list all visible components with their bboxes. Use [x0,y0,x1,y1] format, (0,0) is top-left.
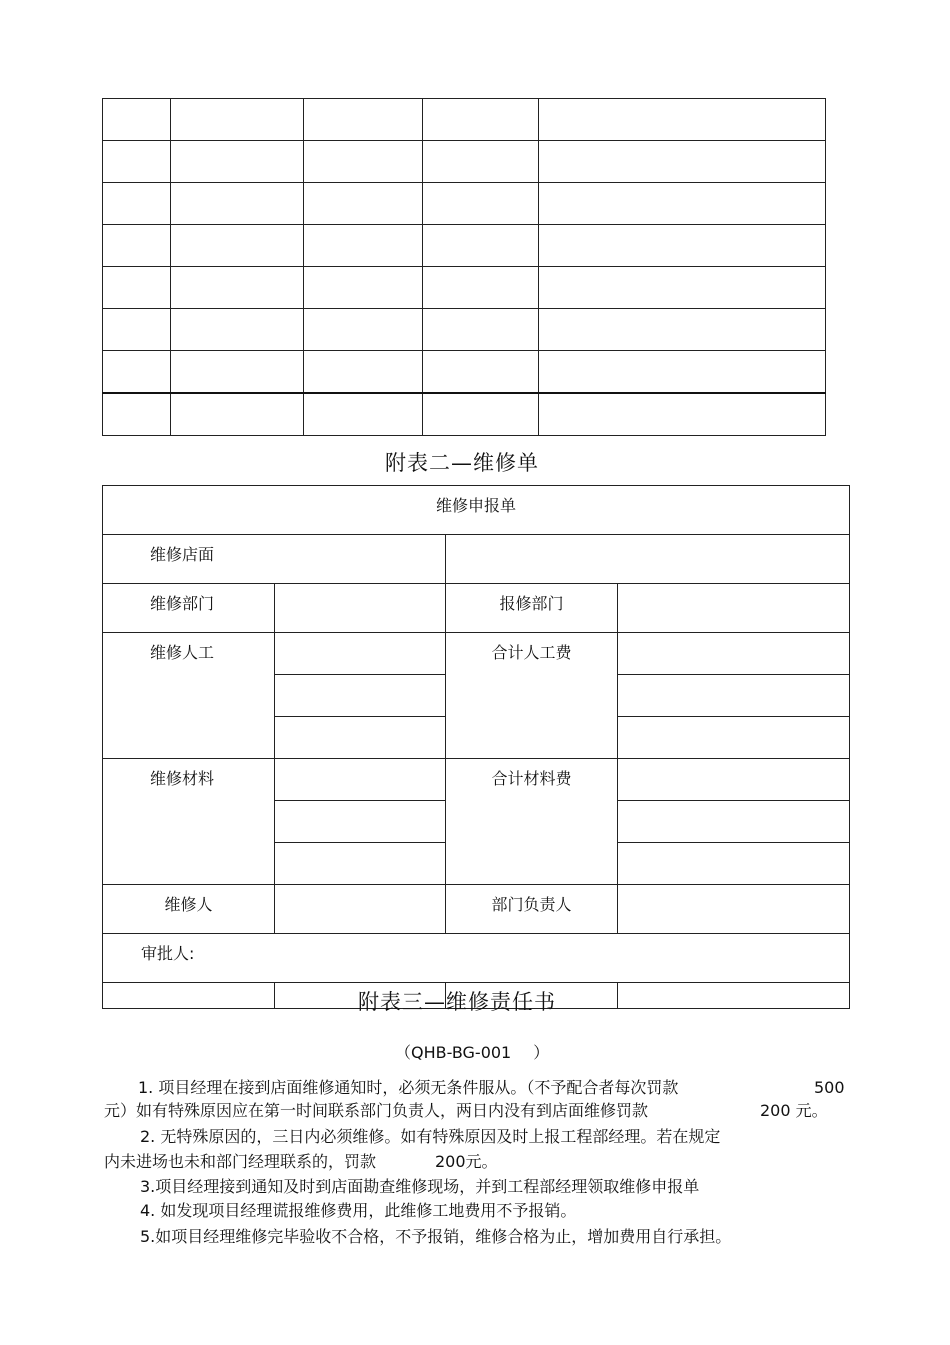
table-row [103,99,826,141]
repairer-field[interactable] [275,885,446,934]
approver-label: 审批人: [103,934,850,983]
labor-total-label: 合计人工费 [446,633,618,759]
form-row-material [103,759,850,801]
clause-1-amount-2: 200 元。 [760,1101,828,1120]
labor-field[interactable] [275,675,446,717]
blank-cell[interactable] [618,983,850,1009]
labor-field[interactable] [275,633,446,675]
repairer-label: 维修人 [103,885,275,934]
report-dept-label: 报修部门 [446,584,618,633]
material-total-label: 合计材料费 [446,759,618,885]
clause-1-line-2: 元）如有特殊原因应在第一时间联系部门负责人，两日内没有到店面维修罚款 [104,1101,649,1120]
code-open-paren: （ [395,1043,412,1062]
material-total-field[interactable] [618,843,850,885]
doc-code-value: QHB-BG-001 [411,1043,512,1062]
dept-label: 维修部门 [103,584,275,633]
labor-field[interactable] [275,717,446,759]
table3-title: 附表三—维修责任书 [358,990,556,1014]
doc-code [395,1040,549,1063]
form-row-store [103,535,850,584]
clause-3: 3.项目经理接到通知及时到店面勘查维修现场，并到工程部经理领取维修申报单 [140,1177,700,1196]
clause-1-amount-1: 500 [814,1078,845,1097]
form-row-dept [103,584,850,633]
store-label: 维修店面 [103,535,446,584]
material-label: 维修材料 [103,759,275,885]
code-close-paren: ） [533,1043,550,1062]
clause-2-line-2: 内未进场也未和部门经理联系的，罚款 [104,1152,377,1171]
table-row [103,267,826,309]
material-field[interactable] [275,801,446,843]
form-row-approver [103,934,850,983]
labor-total-field[interactable] [618,675,850,717]
material-total-field[interactable] [618,801,850,843]
clause-1-line-1: 1. 项目经理在接到店面维修通知时，必须无条件服从。（不予配合者每次罚款 [138,1078,679,1097]
material-field[interactable] [275,843,446,885]
table2-title: 附表二—维修单 [385,451,539,475]
table-row [103,351,826,394]
form-header: 维修申报单 [103,486,850,535]
store-field[interactable] [446,535,850,584]
material-field[interactable] [275,759,446,801]
table-row [103,225,826,267]
dept-head-field[interactable] [618,885,850,934]
blank-grid-table [102,98,826,436]
table-row [103,393,826,436]
repair-request-form [102,485,850,1009]
clause-2-amount: 200元。 [435,1152,498,1171]
table-row [103,141,826,183]
table-row [103,183,826,225]
form-header-row [103,486,850,535]
labor-total-field[interactable] [618,717,850,759]
dept-field[interactable] [275,584,446,633]
report-dept-field[interactable] [618,584,850,633]
clause-5: 5.如项目经理维修完毕验收不合格，不予报销，维修合格为止，增加费用自行承担。 [140,1227,732,1246]
dept-head-label: 部门负责人 [446,885,618,934]
clause-2-line-1: 2. 无特殊原因的，三日内必须维修。如有特殊原因及时上报工程部经理。若在规定 [140,1127,721,1146]
labor-total-field[interactable] [618,633,850,675]
clause-4: 4. 如发现项目经理谎报维修费用，此维修工地费用不予报销。 [140,1201,577,1220]
form-row-labor [103,633,850,675]
blank-cell[interactable] [103,983,275,1009]
labor-label: 维修人工 [103,633,275,759]
form-row-signature [103,885,850,934]
table-row [103,309,826,351]
material-total-field[interactable] [618,759,850,801]
